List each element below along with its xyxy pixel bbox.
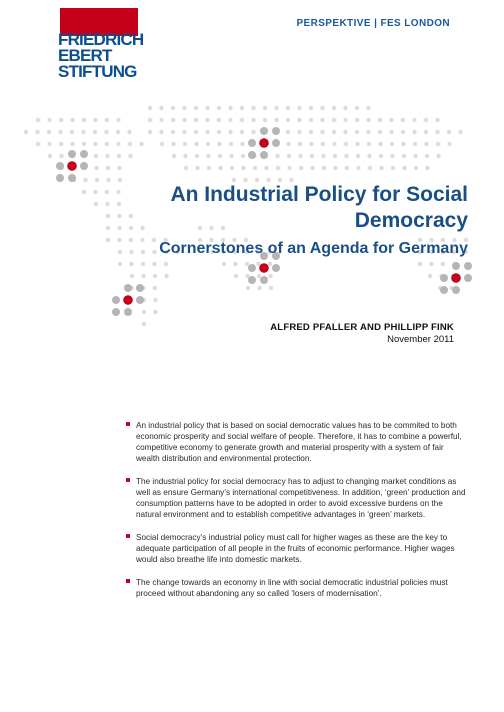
map-dot (35, 130, 39, 134)
map-dot (320, 118, 324, 122)
map-dot (47, 130, 51, 134)
map-dot (47, 142, 51, 146)
map-highlight-dot (259, 138, 269, 148)
map-cluster-dot (112, 308, 120, 316)
map-dot (183, 154, 187, 158)
map-dot (367, 142, 371, 146)
map-dot (287, 166, 291, 170)
summary-point (126, 420, 466, 464)
map-dot (321, 142, 325, 146)
map-dot (332, 142, 336, 146)
map-dot (251, 118, 255, 122)
map-dot (355, 118, 359, 122)
map-dot (93, 118, 97, 122)
map-dot (251, 106, 255, 110)
map-dot (160, 142, 164, 146)
map-cluster-dot (260, 276, 268, 284)
map-dot (93, 142, 97, 146)
map-cluster-dot (248, 264, 256, 272)
map-dot (159, 106, 163, 110)
map-dot (436, 142, 440, 146)
map-dot (195, 166, 199, 170)
map-dot (206, 142, 210, 146)
map-dot (332, 106, 336, 110)
map-dot (116, 130, 120, 134)
map-dot (217, 118, 221, 122)
map-cluster-dot (464, 262, 472, 270)
map-dot (194, 130, 198, 134)
map-dot (164, 274, 168, 278)
map-dot (117, 214, 121, 218)
map-cluster-dot (124, 308, 132, 316)
map-dot (228, 130, 232, 134)
map-dot (391, 166, 395, 170)
map-dot (184, 166, 188, 170)
map-dot (229, 142, 233, 146)
map-dot (48, 154, 52, 158)
map-dot (356, 154, 360, 158)
map-dot (148, 130, 152, 134)
map-dot (413, 154, 417, 158)
series-label: PERSPEKTIVE | FES LONDON (296, 18, 450, 29)
map-dot (274, 106, 278, 110)
map-cluster-dot (248, 276, 256, 284)
map-dot (425, 154, 429, 158)
map-dot (298, 142, 302, 146)
map-dot (130, 274, 134, 278)
map-dot (129, 262, 133, 266)
map-dot (401, 118, 405, 122)
map-dot (424, 130, 428, 134)
map-dot (429, 262, 433, 266)
map-dot (378, 130, 382, 134)
map-dot (222, 262, 226, 266)
map-dot (36, 142, 40, 146)
document-subtitle: Cornerstones of an Agenda for Germany (159, 240, 468, 257)
map-dot (424, 118, 428, 122)
map-dot (116, 118, 120, 122)
map-dot (240, 142, 244, 146)
map-dot (229, 154, 233, 158)
map-dot (105, 202, 109, 206)
map-dot (428, 274, 432, 278)
map-dot (142, 310, 146, 314)
map-dot (297, 106, 301, 110)
map-dot (94, 202, 98, 206)
map-highlight-dot (259, 263, 269, 273)
map-dot (148, 106, 152, 110)
map-dot (205, 130, 209, 134)
map-dot (182, 130, 186, 134)
map-dot (59, 118, 63, 122)
map-dot (59, 142, 63, 146)
map-dot (263, 118, 267, 122)
map-dot (245, 262, 249, 266)
map-dot (194, 142, 198, 146)
map-dot (47, 118, 51, 122)
map-dot (152, 262, 156, 266)
map-dot (70, 130, 74, 134)
map-dot (240, 130, 244, 134)
map-dot (378, 118, 382, 122)
map-dot (194, 106, 198, 110)
map-dot (257, 274, 261, 278)
map-dot (344, 142, 348, 146)
map-dot (343, 118, 347, 122)
map-dot (182, 118, 186, 122)
map-dot (106, 166, 110, 170)
map-dot (268, 274, 272, 278)
map-cluster-dot (68, 174, 76, 182)
map-dot (182, 106, 186, 110)
map-cluster-dot (452, 286, 460, 294)
map-dot (368, 166, 372, 170)
map-dot (93, 130, 97, 134)
map-cluster-dot (440, 286, 448, 294)
map-dot (355, 130, 359, 134)
map-cluster-dot (136, 296, 144, 304)
bullet-square-icon (126, 422, 130, 426)
map-dot (82, 118, 86, 122)
map-dot (257, 286, 261, 290)
map-dot (389, 118, 393, 122)
map-cluster-dot (452, 262, 460, 270)
map-dot (447, 130, 451, 134)
map-dot (379, 166, 383, 170)
map-dot (240, 106, 244, 110)
summary-point (126, 532, 466, 565)
map-dot (401, 142, 405, 146)
document-title: An Industrial Policy for Social Democracy (170, 183, 468, 232)
bullet-square-icon (126, 534, 130, 538)
map-dot (217, 130, 221, 134)
map-dot (241, 154, 245, 158)
map-dot (118, 250, 122, 254)
bullet-square-icon (126, 579, 130, 583)
map-dot (309, 142, 313, 146)
map-dot (105, 142, 109, 146)
map-dot (378, 142, 382, 146)
map-dot (116, 142, 120, 146)
map-dot (117, 154, 121, 158)
map-dot (205, 118, 209, 122)
map-dot (402, 154, 406, 158)
map-dot (58, 130, 62, 134)
map-dot (435, 130, 439, 134)
map-dot (141, 274, 145, 278)
map-dot (105, 118, 109, 122)
map-dot (366, 130, 370, 134)
map-dot (205, 106, 209, 110)
logo-wordmark (58, 32, 143, 80)
map-dot (276, 166, 280, 170)
map-dot (118, 178, 122, 182)
map-dot (333, 166, 337, 170)
map-dot (309, 118, 313, 122)
map-dot (217, 142, 221, 146)
map-cluster-dot (56, 174, 64, 182)
map-dot (106, 238, 110, 242)
map-highlight-dot (123, 295, 133, 305)
map-dot (320, 130, 324, 134)
map-dot (344, 154, 348, 158)
summary-point (126, 577, 466, 599)
map-dot (402, 166, 406, 170)
map-dot (117, 166, 121, 170)
map-dot (24, 130, 28, 134)
map-dot (70, 118, 74, 122)
map-cluster-dot (248, 139, 256, 147)
map-dot (435, 118, 439, 122)
map-dot (159, 130, 163, 134)
map-dot (269, 286, 273, 290)
map-dot (139, 142, 143, 146)
map-dot (148, 118, 152, 122)
map-dot (153, 298, 157, 302)
map-dot (106, 226, 110, 230)
logo-line-2: EBERT (58, 46, 112, 65)
map-dot (94, 166, 98, 170)
map-dot (263, 106, 267, 110)
map-dot (246, 286, 250, 290)
map-dot (390, 154, 394, 158)
map-dot (218, 166, 222, 170)
map-dot (159, 118, 163, 122)
map-dot (436, 154, 440, 158)
summary-point (126, 476, 466, 520)
map-dot (128, 142, 132, 146)
map-cluster-dot (124, 284, 132, 292)
map-dot (94, 154, 98, 158)
map-dot (164, 262, 168, 266)
map-dot (366, 106, 370, 110)
map-dot (345, 166, 349, 170)
map-dot (418, 262, 422, 266)
fes-logo (58, 8, 148, 84)
map-dot (233, 262, 237, 266)
map-dot (309, 130, 313, 134)
map-dot (195, 154, 199, 158)
publication-date: November 2011 (387, 334, 454, 345)
map-dot (343, 106, 347, 110)
map-dot (413, 142, 417, 146)
map-dot (117, 226, 121, 230)
map-dot (171, 106, 175, 110)
map-dot (228, 118, 232, 122)
map-cluster-dot (260, 127, 268, 135)
map-dot (458, 130, 462, 134)
map-dot (264, 166, 268, 170)
map-dot (297, 118, 301, 122)
map-dot (153, 274, 157, 278)
map-dot (128, 154, 132, 158)
map-cluster-dot (248, 151, 256, 159)
map-dot (298, 154, 302, 158)
map-dot (93, 190, 97, 194)
map-cluster-dot (112, 296, 120, 304)
map-dot (194, 118, 198, 122)
map-dot (253, 166, 257, 170)
map-dot (367, 154, 371, 158)
map-dot (401, 130, 405, 134)
map-dot (355, 142, 359, 146)
map-dot (333, 154, 337, 158)
map-dot (412, 130, 416, 134)
map-dot (217, 106, 221, 110)
map-dot (286, 130, 290, 134)
map-dot (287, 154, 291, 158)
summary-points (126, 420, 466, 611)
map-dot (83, 178, 87, 182)
map-dot (310, 166, 314, 170)
map-dot (234, 274, 238, 278)
map-dot (441, 262, 445, 266)
map-dot (274, 118, 278, 122)
map-dot (141, 262, 145, 266)
map-dot (379, 154, 383, 158)
map-dot (106, 214, 110, 218)
map-dot (412, 118, 416, 122)
map-cluster-dot (272, 264, 280, 272)
map-dot (171, 142, 175, 146)
map-dot (343, 130, 347, 134)
map-cluster-dot (80, 150, 88, 158)
map-dot (118, 262, 122, 266)
map-dot (332, 130, 336, 134)
map-dot (59, 154, 63, 158)
summary-point-text: The industrial policy for social democracy has to adjust to changing market conditions as well as ensure Germany’s international competitiveness. In addition, ‘green’ production and consumption patterns have to be adopted in order to avoid excessive burdens on the natural environment and to establish competitive advantages in ‘green’ markets. (136, 477, 466, 519)
map-dot (321, 154, 325, 158)
map-dot (36, 118, 40, 122)
logo-line-1: FRIEDRICH (58, 30, 144, 49)
map-dot (414, 166, 418, 170)
map-dot (389, 130, 393, 134)
map-dot (70, 142, 74, 146)
map-dot (251, 130, 255, 134)
map-dot (95, 178, 99, 182)
summary-point-text: An industrial policy that is based on social democratic values has to be commited to both economic prosperity and social welfare of people. Therefore, it has to combine a powerful, competitive economy to generate growth and material prosperity with a system of fair wealth distribution and environmental protection. (136, 421, 462, 463)
map-dot (447, 142, 451, 146)
map-cluster-dot (440, 274, 448, 282)
map-dot (206, 154, 210, 158)
map-dot (286, 118, 290, 122)
map-dot (286, 142, 290, 146)
map-dot (153, 286, 157, 290)
map-dot (268, 262, 272, 266)
map-dot (117, 238, 121, 242)
map-dot (106, 178, 110, 182)
map-dot (310, 154, 314, 158)
map-dot (105, 154, 109, 158)
map-dot (240, 118, 244, 122)
map-dot (299, 166, 303, 170)
map-dot (82, 142, 86, 146)
map-dot (207, 166, 211, 170)
map-dot (171, 118, 175, 122)
map-dot (322, 166, 326, 170)
map-dot (104, 130, 108, 134)
map-dot (425, 166, 429, 170)
logo-line-3: STIFTUNG (58, 62, 137, 81)
map-dot (127, 130, 131, 134)
summary-point-text: The change towards an economy in line with social democratic industrial policies must proceed without abandoning any so called ‘losers of modernisation’. (136, 578, 448, 598)
map-dot (142, 322, 146, 326)
map-dot (81, 130, 85, 134)
map-dot (105, 190, 109, 194)
map-dot (230, 166, 234, 170)
map-cluster-dot (272, 127, 280, 135)
map-cluster-dot (80, 162, 88, 170)
map-dot (355, 106, 359, 110)
map-highlight-dot (67, 161, 77, 171)
bullet-square-icon (126, 478, 130, 482)
map-dot (275, 154, 279, 158)
map-cluster-dot (68, 150, 76, 158)
map-dot (309, 106, 313, 110)
map-dot (218, 154, 222, 158)
map-cluster-dot (272, 139, 280, 147)
map-dot (241, 166, 245, 170)
summary-point-text: Social democracy’s industrial policy must call for higher wages as these are the key to adequate participation of all people in the fruits of economic performance. Higher wages would also breathe life into domestic markets. (136, 533, 455, 564)
map-dot (356, 166, 360, 170)
map-dot (228, 106, 232, 110)
map-highlight-dot (451, 273, 461, 283)
map-dot (172, 154, 176, 158)
map-cluster-dot (260, 151, 268, 159)
map-cluster-dot (136, 284, 144, 292)
map-dot (297, 130, 301, 134)
map-dot (320, 106, 324, 110)
map-cluster-dot (464, 274, 472, 282)
map-dot (390, 142, 394, 146)
map-dot (332, 118, 336, 122)
authors: ALFRED PFALLER AND PHILLIPP FINK (270, 322, 454, 333)
map-dot (82, 190, 86, 194)
map-dot (424, 142, 428, 146)
map-dot (183, 142, 187, 146)
map-cluster-dot (56, 162, 64, 170)
map-dot (116, 190, 120, 194)
map-dot (117, 202, 121, 206)
map-dot (171, 130, 175, 134)
map-dot (286, 106, 290, 110)
map-dot (153, 310, 157, 314)
map-dot (366, 118, 370, 122)
